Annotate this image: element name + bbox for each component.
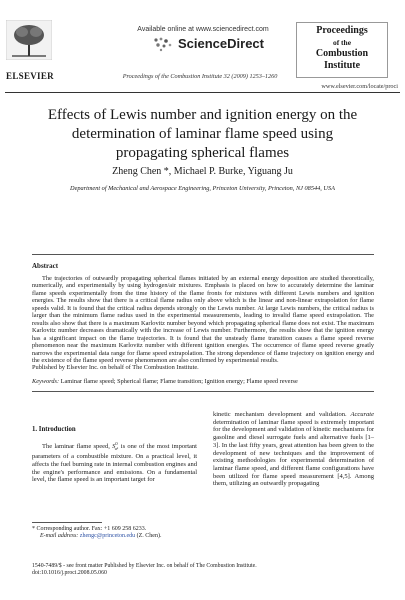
email-label: E-mail address: bbox=[40, 533, 79, 540]
sciencedirect-dots-icon bbox=[152, 36, 174, 52]
flame-speed-subscript: u bbox=[114, 446, 117, 452]
email-suffix: (Z. Chen). bbox=[136, 533, 162, 540]
article-authors: Zheng Chen *, Michael P. Burke, Yiguang Ju bbox=[112, 166, 293, 177]
flame-speed-superscript: 0 bbox=[115, 441, 118, 446]
header-divider bbox=[5, 92, 400, 93]
abstract-heading: Abstract bbox=[32, 262, 59, 270]
intro-text: kinetic mechanism development and validation. bbox=[213, 411, 351, 418]
online-availability-text: Available online at www.sciencedirect.com bbox=[137, 26, 269, 33]
flame-speed-symbol: S bbox=[112, 443, 116, 451]
footnote-corresponding-author: * Corresponding author. Fax: +1 609 258 6233. bbox=[32, 526, 147, 532]
sciencedirect-logo[interactable] bbox=[152, 35, 272, 53]
journal-url[interactable]: www.elsevier.com/locate/proci bbox=[321, 83, 398, 90]
copyright-block bbox=[32, 563, 374, 577]
article-title: Effects of Lewis number and ignition energy on the determination of laminar flame speed using propagating spherical flames bbox=[47, 107, 358, 161]
footnote-divider bbox=[32, 522, 102, 523]
doi-line[interactable]: doi:10.1016/j.proci.2008.05.060 bbox=[32, 570, 107, 576]
section-heading-introduction: 1. Introduction bbox=[32, 426, 76, 433]
journal-box-line: of the bbox=[332, 37, 352, 47]
intro-right-column bbox=[213, 411, 374, 488]
copyright-line: 1540-7489/$ - see front matter Published by Elsevier Inc. on behalf of The Combustion Institute. bbox=[32, 563, 257, 569]
intro-text: determination of laminar flame speed is extremely important for the development and validation of kinetic mechanisms for gasoline and diesel surrogate fuels and alternative fuels [1–3]. In the last fifty years, great attention has been given to the development of new techniques and the improvement of existing methodologies for experimental determination of laminar flame speed, and different flame configurations have been utilized for flame speed measurement [4,5]. Among them, utilizing an outwardly propagating bbox=[213, 418, 374, 488]
author-affiliation: Department of Mechanical and Aerospace Engineering, Princeton University, Princeton, NJ 08544, USA bbox=[70, 185, 335, 192]
keywords-text: Laminar flame speed; Spherical flame; Flame transition; Ignition energy; Flame speed reverse bbox=[60, 378, 298, 385]
intro-left-column bbox=[32, 440, 197, 484]
footnote bbox=[32, 526, 202, 540]
journal-title-box bbox=[296, 22, 388, 78]
abstract-bottom-divider bbox=[32, 391, 374, 392]
keywords bbox=[32, 378, 374, 385]
email-link[interactable]: zhengc@princeton.edu bbox=[79, 533, 136, 540]
journal-citation: Proceedings of the Combustion Institute 32 (2009) 1253–1260 bbox=[122, 73, 278, 80]
intro-text: , is one of the most important parameters of a combustible mixture. On a practical level, it affects the fuel burning rate in internal combustion engines and the engine's performance and emissions. On a fundamental level, the flame speed is an important target for bbox=[32, 443, 197, 484]
journal-box-line: Combustion bbox=[315, 48, 369, 59]
abstract-text bbox=[32, 275, 374, 372]
intro-emphasis: Accurate bbox=[350, 411, 374, 418]
journal-box-line: Institute bbox=[323, 59, 361, 71]
abstract-publisher-note: Published by Elsevier Inc. on behalf of The Combustion Institute. bbox=[32, 364, 199, 372]
elsevier-tree-logo bbox=[6, 20, 52, 60]
intro-text: The laminar flame speed, bbox=[42, 443, 113, 451]
footnote-email-line bbox=[32, 533, 202, 540]
sciencedirect-wordmark: ScienceDirect bbox=[178, 36, 264, 51]
keywords-label: Keywords: bbox=[32, 378, 60, 385]
abstract-top-divider bbox=[32, 254, 374, 255]
publisher-name: ELSEVIER bbox=[6, 71, 54, 81]
journal-box-line: Proceedings bbox=[316, 25, 368, 36]
abstract-paragraph: The trajectories of outwardly propagating spherical flames initiated by an external energy deposition are studied theoretically, numerically, and experimentally by using hydrogen/air mixtures. Emphasis is placed on how to accurately determine the laminar flame speeds experimentally from the time history of the flame fronts for mixtures with different Lewis numbers and ignition energies. The results show that there is a critical flame radius only above which is the linear and non-linear extrapolation for flame speeds valid. It is found that the critical radius depends strongly on the Lewis number. At large Lewis numbers, the critical radius is larger than the minimum flame radius used in the experimental measurements, leading to invalid flame speed extrapolation. The results also show that there is a maximum Karlovitz number beyond which propagating spherical flame does not exist. The maximum Karlovitz number decreases dramatically with the increase of Lewis number. Furthermore, the results show that the ignition energy has a significant impact on the flame trajectories. It is found that the unsteady flame transition causes a flame speed reverse phenomenon near the maximum Karlovitz number with different ignition energies. The occurrence of flame speed reverse greatly narrows the experimental data range for flame speed extrapolation. The strong dependence of flame trajectory on ignition energy and the existence of the flame speed reverse phenomenon are also confirmed by experimental results. bbox=[32, 275, 374, 364]
